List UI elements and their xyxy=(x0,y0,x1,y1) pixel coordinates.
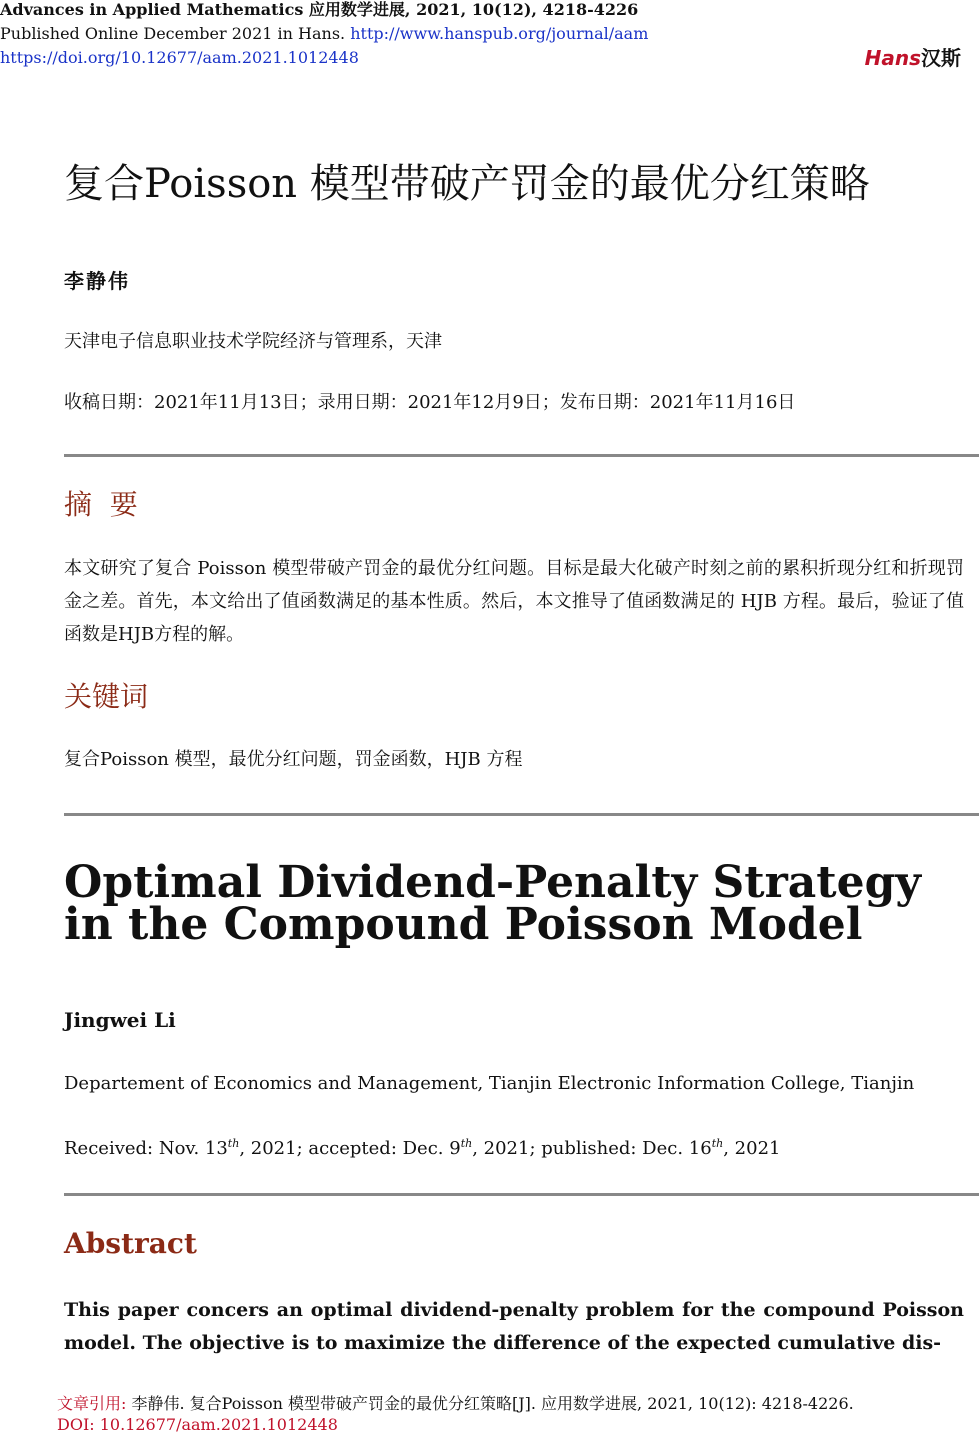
published-text: Published Online December 2021 in Hans. xyxy=(0,24,351,43)
logo-cn: 汉斯 xyxy=(921,46,961,70)
keywords-heading-cn: 关键词 xyxy=(64,680,149,713)
divider-1 xyxy=(64,454,979,457)
received-rest: , 2021; accepted: Dec. 9 xyxy=(239,1138,461,1159)
citation-line xyxy=(57,1393,854,1415)
dates-cn: 收稿日期：2021年11月13日；录用日期：2021年12月9日；发布日期：2021年11月16日 xyxy=(64,392,796,413)
doi-url-link[interactable]: https://doi.org/10.12677/aam.2021.1012448 xyxy=(0,48,359,67)
ordinal-suffix: th xyxy=(227,1137,240,1150)
hans-logo xyxy=(865,42,961,71)
published-line xyxy=(0,24,648,44)
affiliation-en: Departement of Economics and Management, Tianjin Electronic Information College, Tianjin xyxy=(64,1073,915,1094)
ordinal-suffix: th xyxy=(460,1137,473,1150)
abstract-heading-cn: 摘 要 xyxy=(64,488,138,521)
citation-label: 文章引用: xyxy=(57,1394,132,1413)
abstract-text-cn: 本文研究了复合 Poisson 模型带破产罚金的最优分红问题。目标是最大化破产时刻之前的累积折现分红和折现罚金之差。首先，本文给出了值函数满足的基本性质。然后，本文推导了值函数满足的 HJB 方程。最后，验证了值函数是HJB方程的解。 xyxy=(64,558,964,645)
journal-line: Advances in Applied Mathematics 应用数学进展, 2021, 10(12), 4218-4226 xyxy=(0,0,639,19)
footer-doi: DOI: 10.12677/aam.2021.1012448 xyxy=(57,1415,338,1434)
divider-2 xyxy=(64,813,979,816)
received-label: Received: Nov. 13 xyxy=(64,1138,228,1159)
journal-url-link[interactable]: http://www.hanspub.org/journal/aam xyxy=(350,24,649,43)
author-en: Jingwei Li xyxy=(64,1008,176,1032)
title-en: Optimal Dividend-Penalty Strategy in the Compound Poisson Model xyxy=(64,857,921,950)
accepted-rest: , 2021; published: Dec. 16 xyxy=(472,1138,712,1159)
logo-latin: Hans xyxy=(864,46,921,70)
abstract-heading-en: Abstract xyxy=(64,1227,197,1260)
divider-3 xyxy=(64,1193,979,1196)
abstract-text-en: This paper concers an optimal dividend-penalty problem for the compound Poisson model. The objective is to maximize the difference of the expected cumulative dis- xyxy=(64,1299,964,1354)
affiliation-cn: 天津电子信息职业技术学院经济与管理系，天津 xyxy=(64,331,442,352)
published-rest: , 2021 xyxy=(723,1138,781,1159)
dates-en xyxy=(64,1132,780,1161)
author-cn: 李静伟 xyxy=(64,269,130,293)
citation-text: 李静伟. 复合Poisson 模型带破产罚金的最优分红策略[J]. 应用数学进展, 2021, 10(12): 4218-4226. xyxy=(131,1394,854,1413)
title-cn: 复合Poisson 模型带破产罚金的最优分红策略 xyxy=(64,161,870,207)
keywords-text-cn: 复合Poisson 模型，最优分红问题，罚金函数，HJB 方程 xyxy=(64,749,523,770)
ordinal-suffix: th xyxy=(711,1137,724,1150)
